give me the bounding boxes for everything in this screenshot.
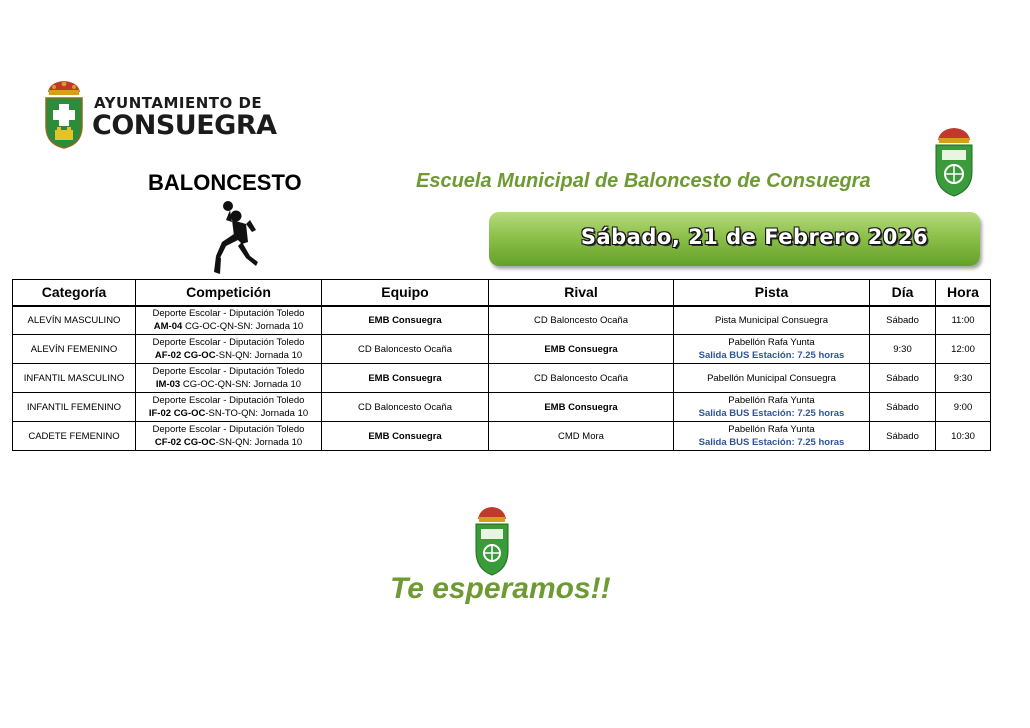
competicion-code: IM-03 <box>155 379 181 390</box>
table-row <box>13 393 991 422</box>
column-header-hora: Hora <box>936 280 991 306</box>
municipality-logo <box>40 78 277 154</box>
cell-rival: EMB Consuegra <box>489 335 674 364</box>
match-date: Sábado, 21 de Febrero 2026 <box>580 225 929 249</box>
cell-equipo: CD Baloncesto Ocaña <box>322 393 489 422</box>
cell-pista: Pabellón Municipal Consuegra <box>674 364 870 393</box>
cell-dia: Sábado <box>870 364 936 393</box>
column-header-dia: Día <box>870 280 936 306</box>
pista-name: Pabellón Rafa Yunta <box>728 395 815 406</box>
sport-title: BALONCESTO <box>148 170 302 195</box>
bus-departure: Salida BUS Estación: 7.25 horas <box>698 350 845 361</box>
cell-pista <box>674 393 870 422</box>
cell-competicion <box>136 393 322 422</box>
competicion-rest: -SN-QN: Jornada 10 <box>215 350 303 361</box>
cell-rival: CD Baloncesto Ocaña <box>489 364 674 393</box>
competicion-rest: -SN-TO-QN: Jornada 10 <box>205 408 309 419</box>
basketball-player-silhouette-icon <box>212 200 260 278</box>
competicion-code: AF-02 <box>154 350 182 361</box>
competicion-code: IF-02 <box>148 408 172 419</box>
table-row <box>13 306 991 335</box>
table-row <box>13 364 991 393</box>
competicion-line2 <box>136 407 321 420</box>
cell-hora: 11:00 <box>936 306 991 335</box>
table-row <box>13 422 991 451</box>
cell-pista <box>674 335 870 364</box>
cell-categoria: CADETE FEMENINO <box>13 422 136 451</box>
competicion-line2 <box>136 436 321 449</box>
competicion-code2: CG-OC <box>183 350 216 361</box>
cell-hora: 9:30 <box>936 364 991 393</box>
competicion-line1: Deporte Escolar - Diputación Toledo <box>152 337 305 348</box>
cell-categoria: ALEVÍN FEMENINO <box>13 335 136 364</box>
cell-hora: 10:30 <box>936 422 991 451</box>
column-header-rival: Rival <box>489 280 674 306</box>
schedule-table <box>12 279 991 451</box>
bus-departure: Salida BUS Estación: 7.25 horas <box>698 408 845 419</box>
cell-competicion <box>136 364 322 393</box>
municipality-name-line1: AYUNTAMIENTO DE <box>94 94 263 112</box>
competicion-line1: Deporte Escolar - Diputación Toledo <box>152 395 305 406</box>
cell-dia: Sábado <box>870 393 936 422</box>
column-header-categoria: Categoría <box>13 280 136 306</box>
competicion-line2 <box>136 320 321 333</box>
cell-categoria: ALEVÍN MASCULINO <box>13 306 136 335</box>
cell-dia: Sábado <box>870 306 936 335</box>
competicion-rest: CG-OC-QN-SN: Jornada 10 <box>182 379 302 390</box>
competicion-line2 <box>136 378 321 391</box>
cell-hora: 9:00 <box>936 393 991 422</box>
club-crest-icon <box>930 126 978 200</box>
table-header-row <box>13 280 991 306</box>
competicion-rest: -SN-QN: Jornada 10 <box>215 437 303 448</box>
table-row <box>13 335 991 364</box>
cell-equipo: CD Baloncesto Ocaña <box>322 335 489 364</box>
bus-departure: Salida BUS Estación: 7.25 horas <box>698 437 845 448</box>
cell-rival: CMD Mora <box>489 422 674 451</box>
competicion-line1: Deporte Escolar - Diputación Toledo <box>152 424 305 435</box>
column-header-pista: Pista <box>674 280 870 306</box>
competicion-code: CF-02 <box>154 437 182 448</box>
cell-equipo: EMB Consuegra <box>322 422 489 451</box>
cell-dia: Sábado <box>870 422 936 451</box>
cell-competicion <box>136 335 322 364</box>
competicion-code2: CG-OC <box>173 408 206 419</box>
cell-categoria: INFANTIL MASCULINO <box>13 364 136 393</box>
competicion-rest: CG-OC-QN-SN: Jornada 10 <box>184 321 304 333</box>
competicion-line1: Deporte Escolar - Diputación Toledo <box>152 308 305 320</box>
cell-equipo: EMB Consuegra <box>322 306 489 335</box>
school-title: Escuela Municipal de Baloncesto de Consuegra <box>416 170 871 192</box>
cell-equipo: EMB Consuegra <box>322 364 489 393</box>
cell-competicion <box>136 422 322 451</box>
competicion-code: AM-04 <box>153 321 183 333</box>
cell-pista <box>674 422 870 451</box>
competicion-line1: Deporte Escolar - Diputación Toledo <box>152 366 305 377</box>
competicion-code2: CG-OC <box>183 437 216 448</box>
cell-rival: CD Baloncesto Ocaña <box>489 306 674 335</box>
cell-competicion <box>136 306 322 335</box>
column-header-competicion: Competición <box>136 280 322 306</box>
competicion-line2 <box>136 349 321 362</box>
club-crest-icon <box>472 505 512 577</box>
pista-name: Pabellón Rafa Yunta <box>728 337 815 348</box>
pista-name: Pabellón Rafa Yunta <box>728 424 815 435</box>
coat-of-arms-icon <box>42 78 86 150</box>
cell-categoria: INFANTIL FEMENINO <box>13 393 136 422</box>
column-header-equipo: Equipo <box>322 280 489 306</box>
cell-rival: EMB Consuegra <box>489 393 674 422</box>
municipality-name-line2: CONSUEGRA <box>92 110 277 141</box>
cell-pista: Pista Municipal Consuegra <box>674 306 870 335</box>
cell-hora: 12:00 <box>936 335 991 364</box>
closing-message: Te esperamos!! <box>390 572 611 605</box>
cell-dia: 9:30 <box>870 335 936 364</box>
date-banner <box>489 212 980 266</box>
